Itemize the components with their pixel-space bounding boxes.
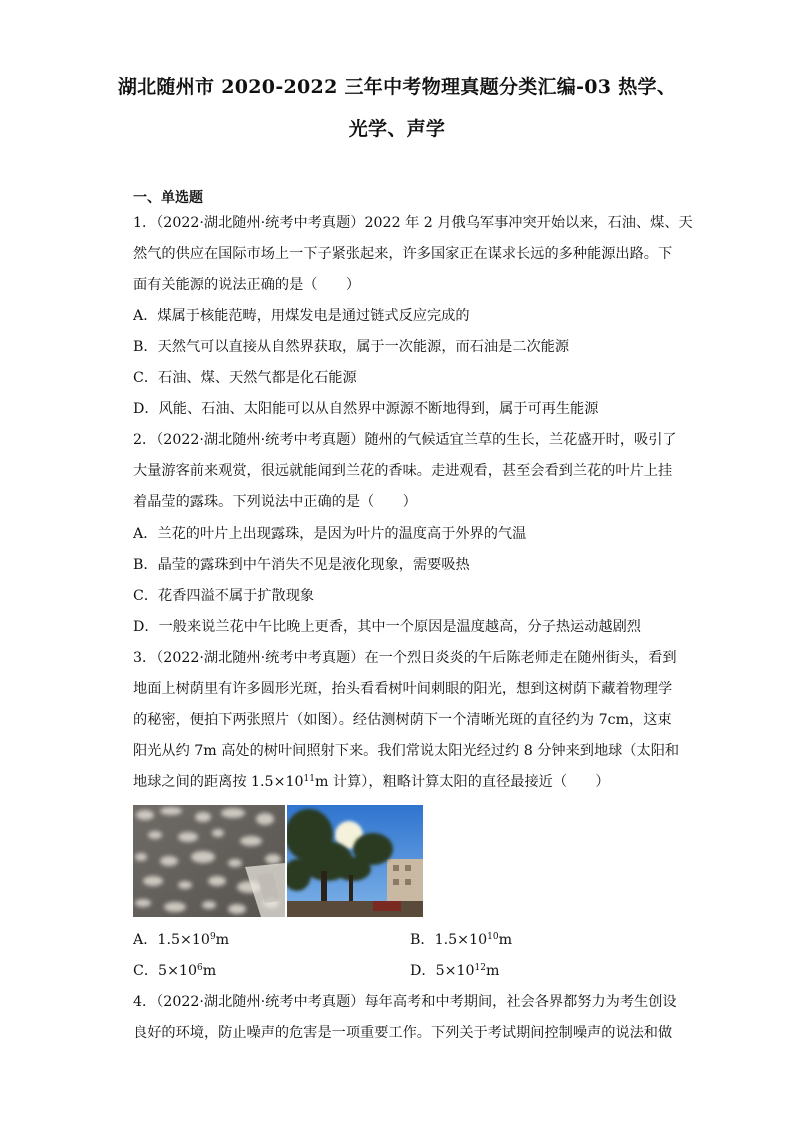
document-title-line2: 光学、声学 <box>348 118 446 140</box>
q3-d-unit: m <box>485 963 500 979</box>
q3-stem-line3: 的秘密，便拍下两张照片（如图）。经估测树荫下一个清晰光斑的直径约为 7cm，这束 <box>133 712 672 728</box>
q3-stem-line5 <box>133 772 668 792</box>
q3-c-base: C．5×10 <box>133 963 198 979</box>
q1-option-c: C．石油、煤、天然气都是化石能源 <box>133 370 357 386</box>
document-title-line1: 湖北随州市 2020-2022 三年中考物理真题分类汇编-03 热学、 <box>117 76 677 98</box>
q1-option-b: B．天然气可以直接从自然界获取，属于一次能源，而石油是二次能源 <box>133 339 570 355</box>
q2-option-b: B．晶莹的露珠到中午消失不见是液化现象，需要吸热 <box>133 557 470 573</box>
q3-a-exp: 9 <box>209 932 216 942</box>
q1-option-d: D．风能、石油、太阳能可以从自然界中源源不断地得到，属于可再生能源 <box>133 401 599 417</box>
q2-stem-line2: 大量游客前来观赏，很远就能闻到兰花的香味。走进观看，甚至会看到兰花的叶片上挂 <box>133 463 673 479</box>
ground-light-spots-image <box>133 805 285 917</box>
q3-l5-pre: 地球之间的距离按 1.5×10 <box>133 774 304 790</box>
q3-b-exp: 10 <box>487 932 499 942</box>
q3-stem-line4: 阳光从约 7m 高处的树叶间照射下来。我们常说太阳光经过约 8 分钟来到地球（太阳和 <box>133 743 680 759</box>
q2-option-a: A．兰花的叶片上出现露珠，是因为叶片的温度高于外界的气温 <box>133 526 527 542</box>
q3-c-exp: 6 <box>197 963 203 973</box>
q1-stem-line1: 1．（2022·湖北随州·统考中考真题）2022 年 2 月俄乌军事冲突开始以来，石油、煤、天 <box>133 215 693 231</box>
q2-stem-line3: 着晶莹的露珠。下列说法中正确的是（ ） <box>133 494 417 510</box>
q2-option-d: D．一般来说兰花中午比晚上更香，其中一个原因是温度越高，分子热运动越剧烈 <box>133 619 641 635</box>
q3-l5-post: m 计算），粗略计算太阳的直径最接近（ ） <box>314 774 610 790</box>
q4-stem-line2: 良好的环境，防止噪声的危害是一项重要工作。下列关于考试期间控制噪声的说法和做 <box>133 1025 673 1041</box>
q3-b-base: B．1.5×10 <box>410 932 488 948</box>
q3-option-d <box>410 961 670 981</box>
q3-a-base: A．1.5×10 <box>133 932 210 948</box>
photo-ground-light-spots <box>133 805 285 917</box>
q3-l5-exp: 11 <box>303 774 315 784</box>
q4-stem-line1: 4．（2022·湖北随州·统考中考真题）每年高考和中考期间，社会各界都努力为考生创设 <box>133 994 677 1010</box>
q3-a-unit: m <box>215 932 230 948</box>
q3-option-c <box>133 961 393 981</box>
q3-option-b <box>410 930 670 950</box>
photo-tree-sky <box>287 805 423 917</box>
q3-option-a <box>133 930 393 950</box>
q3-d-base: D．5×10 <box>410 963 475 979</box>
q1-stem-line3: 面有关能源的说法正确的是（ ） <box>133 277 361 293</box>
q1-option-a: A．煤属于核能范畴，用煤发电是通过链式反应完成的 <box>133 308 470 324</box>
q3-c-unit: m <box>202 963 217 979</box>
q3-stem-line2: 地面上树荫里有许多圆形光斑，抬头看看树叶间刺眼的阳光，想到这树荫下藏着物理学 <box>133 681 673 697</box>
tree-sky-image <box>287 805 423 917</box>
q1-stem-line2: 然气的供应在国际市场上一下子紧张起来，许多国家正在谋求长远的多种能源出路。下 <box>133 246 673 262</box>
q3-d-exp: 12 <box>474 963 486 973</box>
q2-option-c: C．花香四溢不属于扩散现象 <box>133 588 315 604</box>
q3-b-unit: m <box>498 932 513 948</box>
section-heading: 一、单选题 <box>133 190 203 206</box>
q3-stem-line1: 3．（2022·湖北随州·统考中考真题）在一个烈日炎炎的午后陈老师走在随州街头，看到 <box>133 650 677 666</box>
q2-stem-line1: 2．（2022·湖北随州·统考中考真题）随州的气候适宜兰草的生长，兰花盛开时，吸引了 <box>133 432 677 448</box>
